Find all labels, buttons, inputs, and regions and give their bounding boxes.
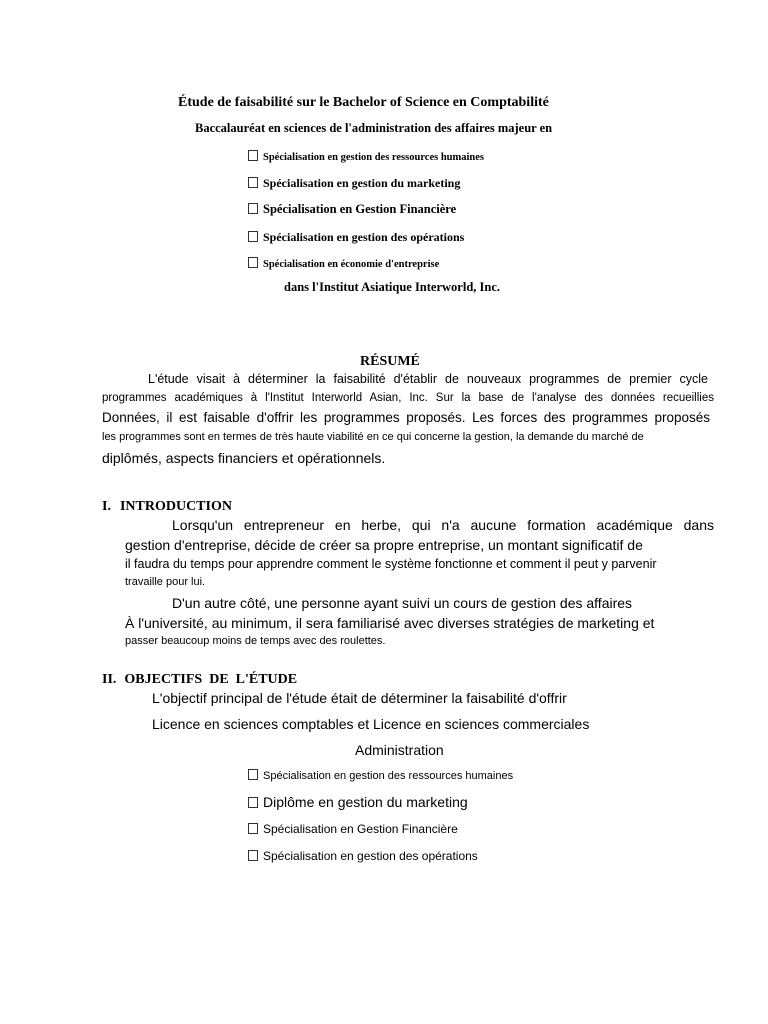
- checkbox-icon: [248, 177, 258, 188]
- section-heading-objectives: [102, 672, 297, 688]
- section-title: OBJECTIFS DE L'ÉTUDE: [124, 672, 298, 687]
- objectives-major-item: Diplôme en gestion du marketing: [248, 794, 468, 810]
- objectives-major-item: Spécialisation en Gestion Financière: [248, 822, 458, 836]
- objectives-line: L'objectif principal de l'étude était de déterminer la faisabilité d'offrir: [152, 690, 567, 706]
- abstract-line: les programmes sont en termes de très haute viabilité en ce qui concerne la gestion, la demande du marché de: [102, 431, 644, 443]
- title-major-item: Spécialisation en Gestion Financière: [248, 202, 456, 217]
- checkbox-icon: [248, 769, 258, 780]
- title-major-item: Spécialisation en économie d'entreprise: [248, 257, 439, 270]
- introduction-line: D'un autre côté, une personne ayant suivi un cours de gestion des affaires: [172, 595, 633, 611]
- section-title: INTRODUCTION: [119, 499, 232, 514]
- introduction-line: travaille pour lui.: [125, 576, 206, 588]
- checkbox-icon: [248, 203, 258, 214]
- checkbox-icon: [248, 257, 258, 268]
- introduction-line: il faudra du temps pour apprendre comment le système fonctionne et comment il peut y parvenir: [125, 557, 657, 571]
- section-heading-introduction: [102, 499, 232, 515]
- objectives-line: Administration: [355, 742, 444, 758]
- abstract-line: L'étude visait à déterminer la faisabilité d'établir de nouveaux programmes de premier cycle: [148, 372, 708, 386]
- title-major-item: Spécialisation en gestion du marketing: [248, 176, 460, 191]
- abstract-line: Données, il est faisable d'offrir les programmes proposés. Les forces des programmes proposés: [102, 410, 710, 425]
- abstract-line: programmes académiques à l'Institut Interworld Asian, Inc. Sur la base de l'analyse des données recueillies: [102, 392, 714, 404]
- introduction-line: Lorsqu'un entrepreneur en herbe, qui n'a aucune formation académique dans: [172, 517, 714, 533]
- checkbox-icon: [248, 797, 258, 808]
- introduction-line: À l'université, au minimum, il sera familiarisé avec diverses stratégies de marketing et: [125, 615, 655, 631]
- document-subtitle: Baccalauréat en sciences de l'administration des affaires majeur en: [195, 121, 553, 135]
- introduction-line: gestion d'entreprise, décide de créer sa propre entreprise, un montant significatif de: [125, 537, 643, 553]
- abstract-heading: RÉSUMÉ: [360, 354, 420, 369]
- checkbox-icon: [248, 823, 258, 834]
- introduction-line: passer beaucoup moins de temps avec des roulettes.: [125, 635, 386, 647]
- checkbox-icon: [248, 850, 258, 861]
- abstract-line: diplômés, aspects financiers et opérationnels.: [102, 450, 386, 466]
- section-number: II.: [102, 672, 117, 687]
- section-number: I.: [102, 499, 111, 514]
- document-title: Étude de faisabilité sur le Bachelor of Science en Comptabilité: [178, 95, 549, 110]
- institution-name: dans l'Institut Asiatique Interworld, Inc.: [284, 280, 501, 294]
- title-major-item: Spécialisation en gestion des ressources humaines: [248, 150, 484, 163]
- title-major-item: Spécialisation en gestion des opérations: [248, 230, 464, 245]
- checkbox-icon: [248, 231, 258, 242]
- checkbox-icon: [248, 150, 258, 161]
- objectives-major-item: Spécialisation en gestion des opérations: [248, 849, 478, 863]
- objectives-line: Licence en sciences comptables et Licence en sciences commerciales: [152, 716, 590, 732]
- objectives-major-item: Spécialisation en gestion des ressources humaines: [248, 769, 513, 782]
